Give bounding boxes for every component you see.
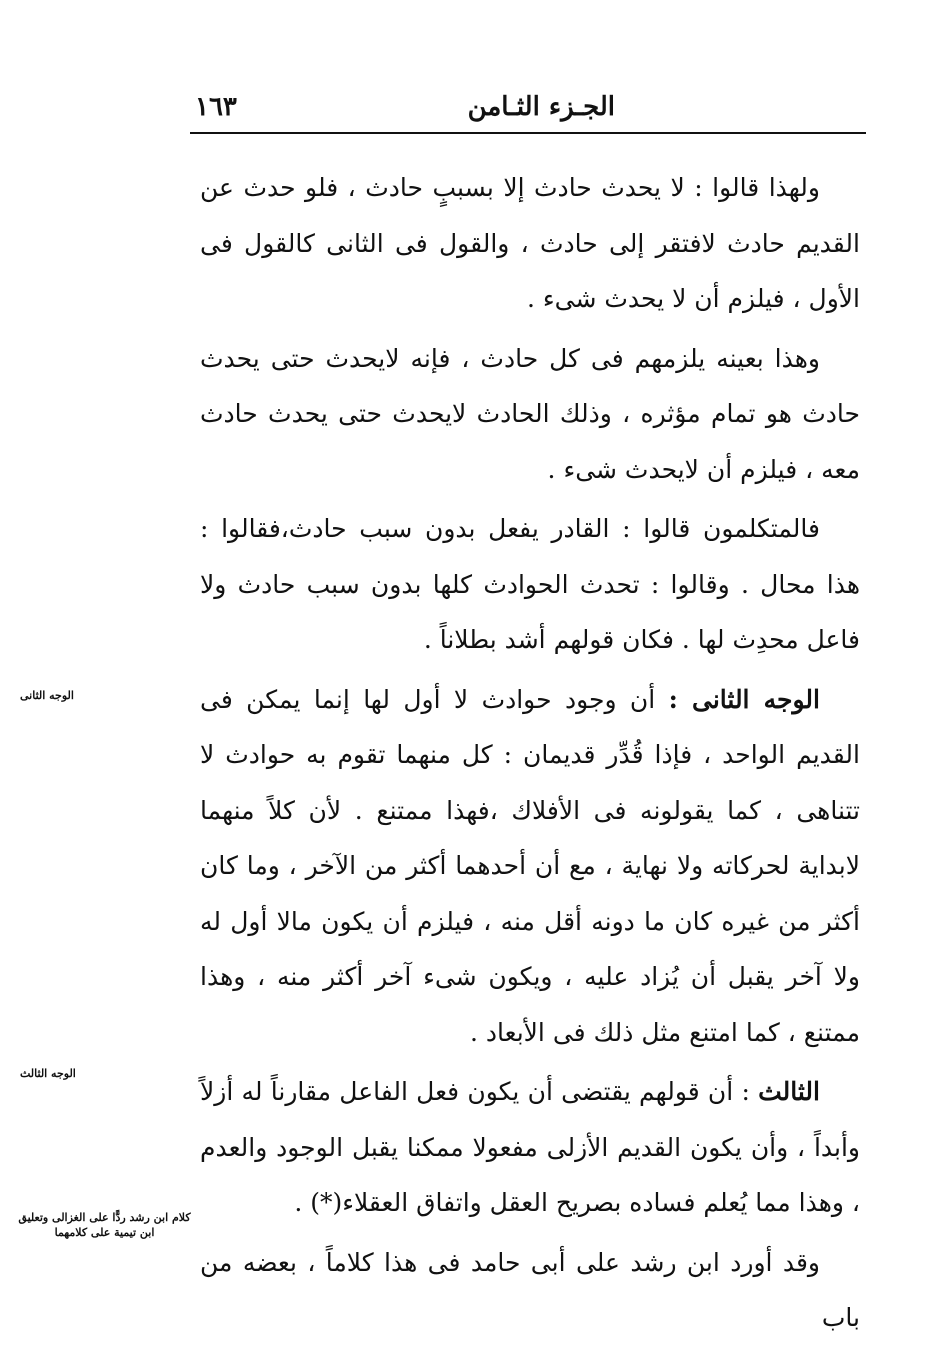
paragraph-5	[200, 1064, 860, 1231]
margin-note-third-aspect: الوجه الثالث	[20, 1067, 76, 1080]
paragraph-text: فالمتكلمون قالوا : القادر يفعل بدون سبب حادث،فقالوا : هذا محال . وقالوا : تحدث الحوادث كلها بدون سبب حادث ولا فاعل محدِث لها . فكان قولهم أشد بطلاناً .	[200, 514, 860, 654]
paragraph-text: وقد أورد ابن رشد على أبى حامد فى هذا كلاماً ، بعضه من باب	[200, 1247, 860, 1332]
paragraph-text: أن وجود حوادث لا أول لها إنما يمكن فى القديم الواحد ، فإذا قُدِّر قديمان : كل منهما تقوم به حوادث لا تتناهى ، كما يقولونه فى الأفلاك ،فهذا ممتنع . لأن كلاً منهما لابداية لحركاته ولا نهاية ، مع أن أحدهما أكثر من الآخر ، وما كان أكثر من غيره كان ما دونه أقل منه ، فيلزم أن يكون مالا أول له ولا آخر يقبل أن يُزاد عليه ، ويكون شىء آخر أكثر منه ، وهذا ممتنع ، كما امتنع مثل ذلك فى الأبعاد .	[200, 684, 860, 1047]
page-number: ١٦٣	[195, 92, 237, 122]
paragraph-2	[200, 331, 860, 498]
paragraph-text: ولهذا قالوا : لا يحدث حادث إلا بسببٍ حادث ، فلو حدث عن القديم حادث لافتقر إلى حادث ، والقول فى الثانى كالقول فى الأول ، فيلزم أن لا يحدث شىء .	[200, 173, 860, 313]
margin-note-ibn-rushd: كلام ابن رشد ردًّا على الغزالى وتعليق ابن تيمية على كلامهما	[18, 1211, 191, 1239]
body-text	[200, 160, 860, 1346]
running-title: الجـزء الثـامن	[467, 92, 615, 122]
paragraph-6	[200, 1235, 860, 1346]
page-header	[195, 92, 865, 132]
paragraph-4	[200, 672, 860, 1061]
paragraph-lead: الوجه الثانى :	[668, 684, 820, 714]
paragraph-3	[200, 501, 860, 668]
margin-note-second-aspect: الوجه الثانى	[20, 689, 74, 702]
header-rule	[190, 132, 866, 134]
paragraph-text: : أن قولهم يقتضى أن يكون فعل الفاعل مقارناً له أزلاً وأبداً ، وأن يكون القديم الأزلى مفعولا ممكنا يقبل الوجود والعدم ، وهذا مما يُعلم فساده بصريح العقل واتفاق العقلاء(*) .	[200, 1077, 860, 1217]
paragraph-1	[200, 160, 860, 327]
paragraph-text: وهذا بعينه يلزمهم فى كل حادث ، فإنه لايحدث حتى يحدث حادث هو تمام مؤثره ، وذلك الحادث لايحدث حتى يحدث حادث معه ، فيلزم أن لايحدث شىء .	[200, 343, 860, 484]
paragraph-lead: الثالث	[758, 1077, 820, 1106]
